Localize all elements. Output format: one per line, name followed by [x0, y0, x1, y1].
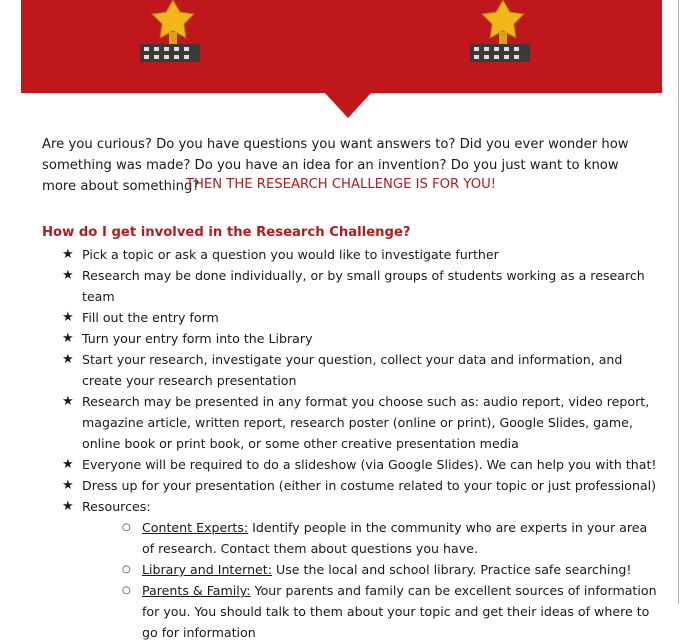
- star-film-award-icon: [138, 0, 208, 75]
- list-item-resources: ★ Resources: ○ Content Experts: Identify people in the community who are experts in your area of research. Contact them about questions you have. ○ Library and Internet: Use the local and school library. Practice safe searching! ○ Parents & Family: Your parents and family can be excellent sources of information for you. You should talk to them about your topic and get their ideas of where to go for information: [62, 496, 662, 643]
- steps-list: [62, 244, 662, 643]
- star-bullet-icon: ★: [62, 457, 74, 472]
- list-item: ★ Pick a topic or ask a question you would like to investigate further: [62, 244, 662, 265]
- resource-item: ○ Content Experts: Identify people in the community who are experts in your area of research. Contact them about questions you have.: [122, 517, 662, 559]
- list-item: ★ Turn your entry form into the Library: [62, 328, 662, 349]
- resource-label: Parents & Family:: [142, 583, 251, 598]
- star-bullet-icon: ★: [62, 394, 74, 409]
- section-heading: How do I get involved in the Research Challenge?: [42, 225, 411, 240]
- header-banner: [21, 0, 662, 93]
- list-item: ★ Fill out the entry form: [62, 307, 662, 328]
- resource-item: ○ Library and Internet: Use the local and school library. Practice safe searching!: [122, 559, 662, 580]
- star-bullet-icon: ★: [62, 310, 74, 325]
- list-item: ★ Research may be presented in any format you choose such as: audio report, video report, magazine article, written report, research poster (online or print), Google Slides, game, online book or print book, or some other creative presentation media: [62, 391, 662, 454]
- star-bullet-icon: ★: [62, 478, 74, 493]
- star-film-award-icon: [468, 0, 538, 75]
- resource-item: ○ Parents & Family: Your parents and family can be excellent sources of information for you. You should talk to them about your topic and get their ideas of where to go for information: [122, 580, 662, 643]
- intro-paragraph: Are you curious? Do you have questions you want answers to? Did you ever wonder how something was made? Do you have an idea for an invention? Do you just want to know more about something?: [42, 137, 629, 194]
- circle-bullet-icon: ○: [122, 585, 131, 596]
- list-item: ★ Everyone will be required to do a slideshow (via Google Slides). We can help you with that!: [62, 454, 662, 475]
- circle-bullet-icon: ○: [122, 522, 131, 533]
- circle-bullet-icon: ○: [122, 564, 131, 575]
- resources-list: [82, 517, 662, 643]
- list-item: ★ Research may be done individually, or by small groups of students working as a research team: [62, 265, 662, 307]
- list-item: ★ Dress up for your presentation (either in costume related to your topic or just professional): [62, 475, 662, 496]
- resource-label: Library and Internet:: [142, 562, 272, 577]
- banner-notch: [324, 92, 372, 118]
- tagline: THEN THE RESEARCH CHALLENGE IS FOR YOU!: [185, 177, 497, 192]
- star-bullet-icon: ★: [62, 268, 74, 283]
- star-bullet-icon: ★: [62, 352, 74, 367]
- resource-label: Content Experts:: [142, 520, 249, 535]
- page-edge: [678, 0, 679, 604]
- list-item: ★ Start your research, investigate your question, collect your data and information, and create your research presentation: [62, 349, 662, 391]
- star-bullet-icon: ★: [62, 331, 74, 346]
- star-bullet-icon: ★: [62, 499, 74, 514]
- star-bullet-icon: ★: [62, 247, 74, 262]
